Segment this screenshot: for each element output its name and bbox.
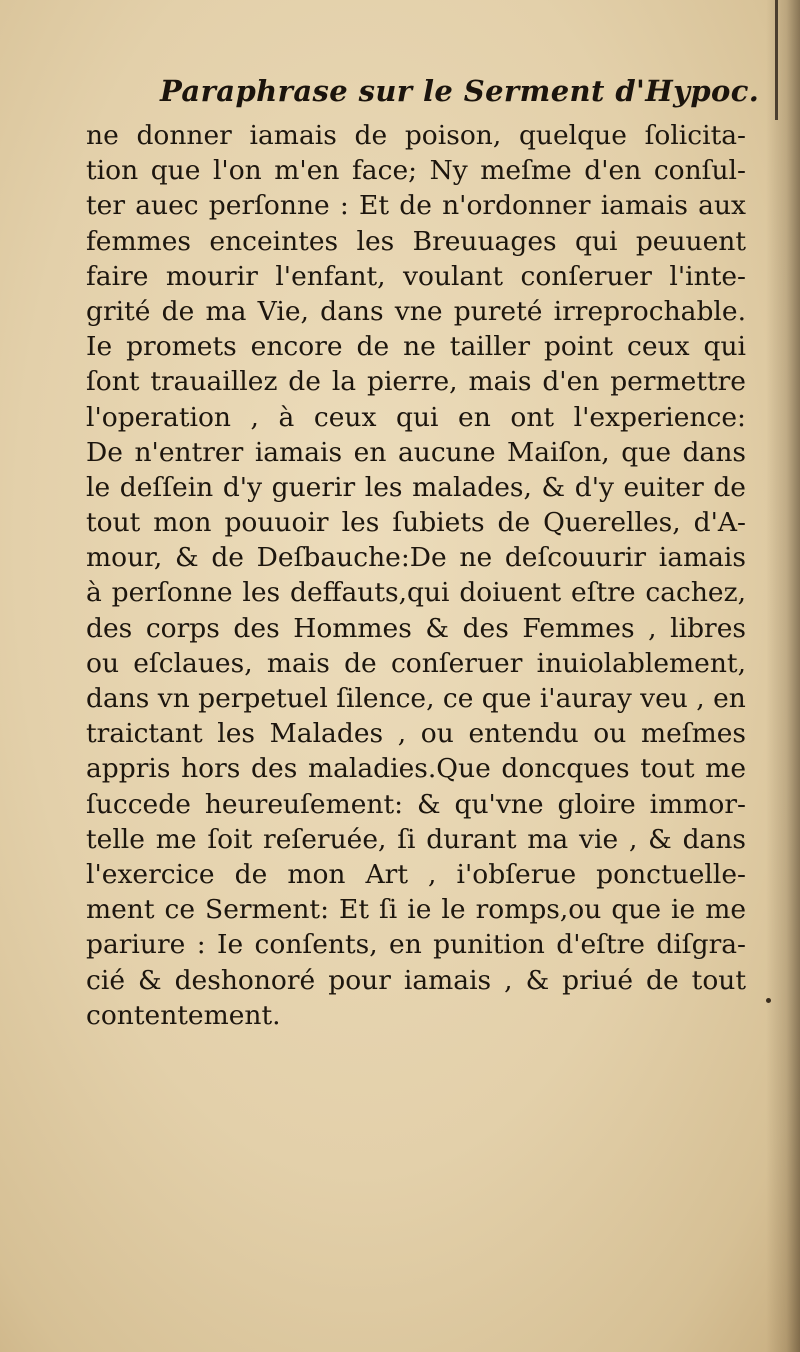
text-line: à perſonne les deffauts,qui doiuent eſtre cachez,: [86, 577, 746, 609]
text-line: des corps des Hommes & des Femmes , libres: [86, 612, 746, 644]
text-line: contentement.: [86, 999, 281, 1031]
text-line: tion que l'on m'en face; Ny meſme d'en conſul-: [86, 155, 746, 187]
show-through-text: [181, 1041, 758, 1349]
text-line: le deſſein d'y guerir les malades, & d'y euiter de: [86, 471, 746, 503]
text-line: dans vn perpetuel ſilence, ce que i'auray veu , en: [86, 683, 746, 714]
text-line: De n'entrer iamais en aucune Maiſon, que dans: [86, 436, 746, 468]
running-title: Paraphrase sur le Serment d'Hypoc.: [160, 74, 760, 108]
text-line: traictant les Malades , ou entendu ou meſmes: [86, 718, 746, 750]
text-line: ter auec perſonne : Et de n'ordonner iamais aux: [86, 190, 746, 222]
page-gutter-shadow: [766, 0, 800, 1352]
text-line: ſuccede heureuſement: & qu'vne gloire immor-: [86, 788, 746, 820]
text-line: ſont trauaillez de la pierre, mais d'en permettre: [86, 366, 746, 398]
text-line: appris hors des maladies.Que doncques tout me: [86, 753, 746, 785]
page-body-text: [86, 118, 746, 1033]
text-line: ment ce Serment: Et ſi ie le romps,ou que ie me: [86, 894, 746, 926]
text-line: cié & deshonoré pour iamais , & priué de tout: [86, 964, 746, 996]
text-line: telle me ſoit reſeruée, ſi durant ma vie , & dans: [86, 823, 746, 855]
text-line: tout mon pouuoir les ſubiets de Querelles, d'A-: [86, 507, 746, 539]
text-line: l'exercice de mon Art , i'obſerue ponctuelle-: [86, 858, 746, 890]
text-line: pariure : Ie conſents, en punition d'eſtre diſgra-: [86, 929, 746, 961]
text-line: faire mourir l'enfant, voulant conſeruer l'inte-: [86, 260, 746, 292]
text-line: femmes enceintes les Breuuages qui peuuent: [86, 225, 746, 257]
text-line: ne donner iamais de poison, quelque ſolicita-: [86, 120, 746, 151]
binding-edge: [775, 0, 778, 120]
text-line: grité de ma Vie, dans vne pureté irreprochable.: [86, 295, 746, 327]
text-line: l'operation , à ceux qui en ont l'experience:: [86, 401, 746, 433]
ink-speck: [766, 998, 771, 1003]
text-line: ou eſclaues, mais de conſeruer inuiolablement,: [86, 647, 746, 679]
text-line: mour, & de Deſbauche:De ne deſcouurir iamais: [86, 542, 746, 574]
text-line: Ie promets encore de ne tailler point ceux qui: [86, 331, 746, 363]
